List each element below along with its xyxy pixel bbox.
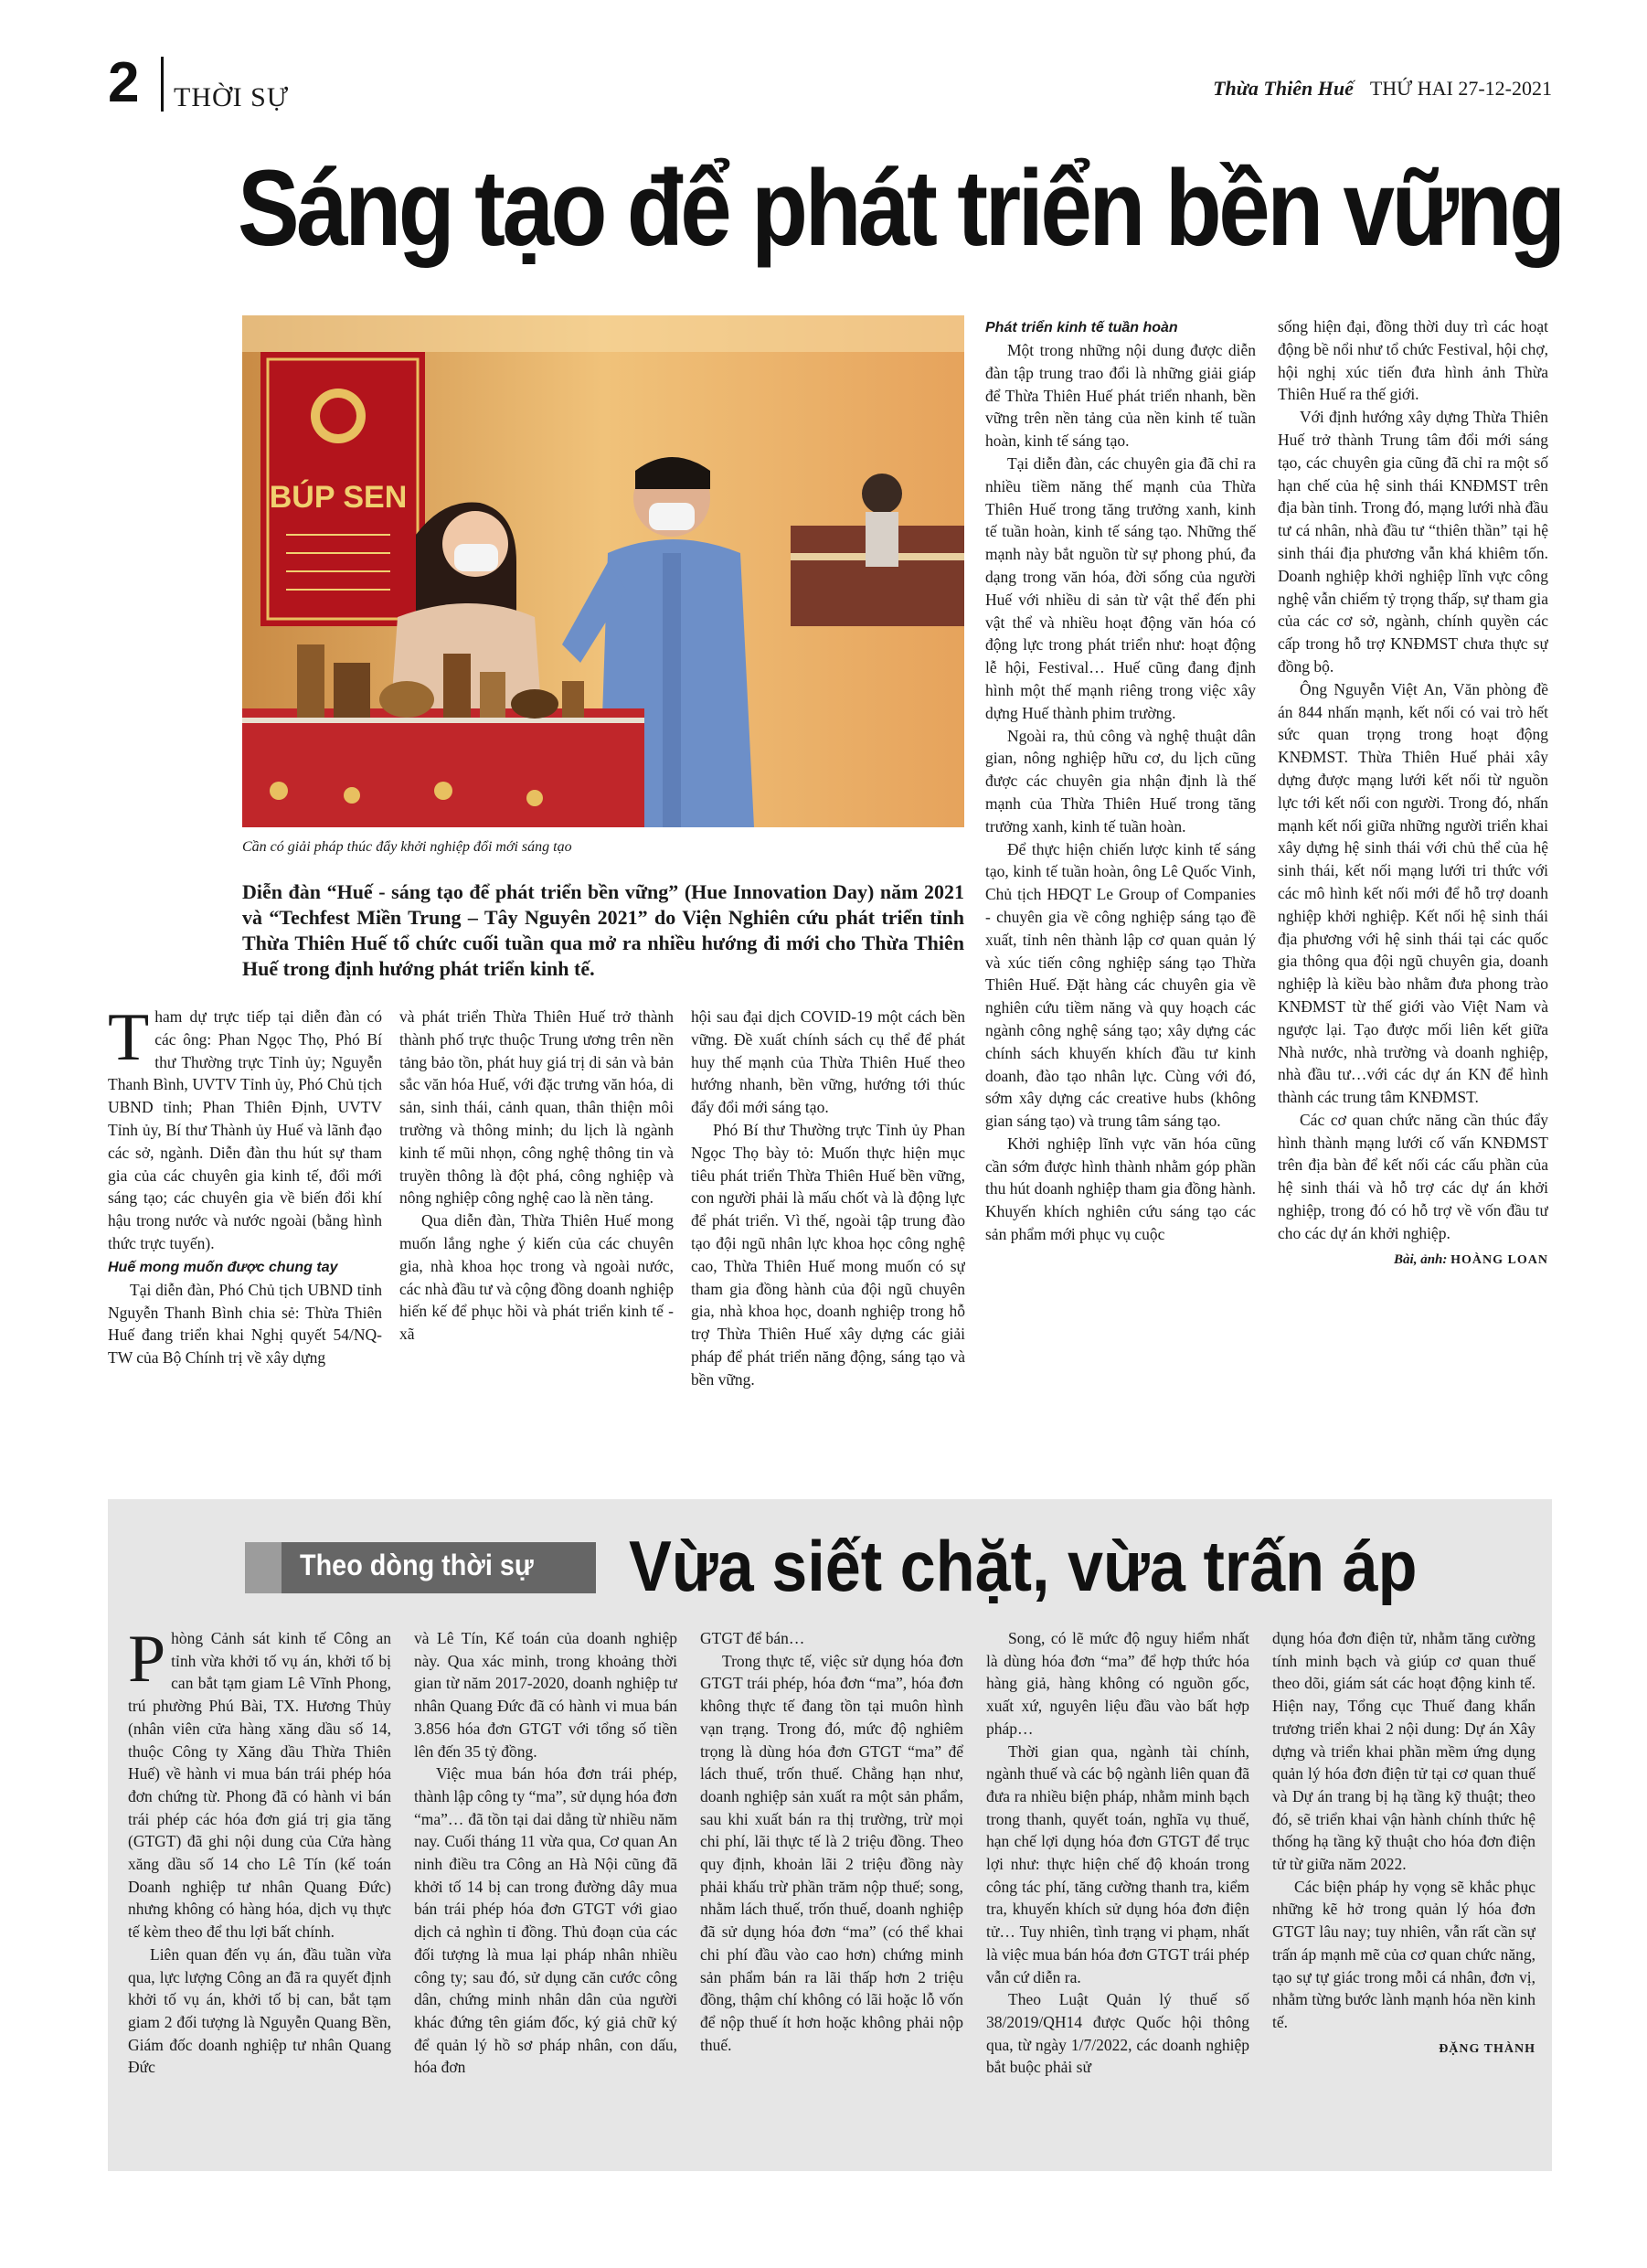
banner-text: BÚP SEN: [269, 480, 408, 515]
paragraph: Khởi nghiệp lĩnh vực văn hóa cũng cần sớm được hình thành nhằm góp phần thu hút doanh nghiệp tham gia đồng hành. Khuyến khích nghiên cứu sáng tạo các sản phẩm mới phục vụ cuộc: [985, 1134, 1256, 1244]
commentary-column-2: [414, 1627, 677, 2157]
paragraph: dụng hóa đơn điện tử, nhằm tăng cường tính minh bạch và giúp cơ quan thuế theo dõi, giám sát các hoạt động kinh tế. Hiện nay, Tổng cục Thuế đang khẩn trương triển khai 2 nội dung: Dự án Xây dựng và triển khai phần mềm ứng dụng quản lý hóa đơn điện tử tại cơ quan thuế và Dự án trang bị hạ tầng kỹ thuật; theo đó, sẽ triển khai vận hành chính thức hệ thống hạ tầng kỹ thuật cho hóa đơn điện tử từ giữa năm 2022.: [1272, 1629, 1535, 1874]
paragraph: Với định hướng xây dựng Thừa Thiên Huế trở thành Trung tâm đổi mới sáng tạo, các chuyên gia cũng đã chỉ ra một số hạn chế của hệ sinh thái KNĐMST trên địa bàn tỉnh. Trong đó, mạng lưới nhà đầu tư cá nhân, nhà đầu tư “thiên thần” tại hệ sinh thái địa phương vẫn khá khiêm tốn. Doanh nghiệp khởi nghiệp lĩnh vực công nghệ vẫn chiếm tỷ trọng thấp, sự tham gia của các cơ sở, ngành, chính quyền các cấp trong hỗ trợ KNĐMST chưa thực sự đồng bộ.: [1278, 408, 1548, 676]
commentary-column-3: [700, 1627, 963, 2157]
paragraph: Tham dự trực tiếp tại diễn đàn có các ông: Phan Ngọc Thọ, Phó Bí thư Thường trực Tỉnh ủy; Nguyễn Thanh Bình, UVTV Tỉnh ủy, Phó Chủ tịch UBND tỉnh; Phan Thiên Định, UVTV Tỉnh ủy, Bí thư Thành ủy Huế và lãnh đạo các sở, ngành. Diễn đàn thu hút sự tham gia của các chuyên gia kinh tế, đổi mới sáng tạo; các chuyên gia về biến đổi khí hậu trong nước và nước ngoài (bằng hình thức trực tuyến).: [108, 1006, 382, 1252]
article-column-2: [399, 1006, 674, 1463]
article-photo: [242, 315, 964, 827]
article-column-3: [691, 1006, 965, 1463]
paragraph: Việc mua bán hóa đơn trái phép, thành lập công ty “ma”, sử dụng hóa đơn “ma”… đã tồn tại dai dẳng từ nhiều năm nay. Cuối tháng 11 vừa qua, Cơ quan An ninh điều tra Công an Hà Nội cũng đã khởi tố 14 bị can trong đường dây mua bán trái phép hóa đơn GTGT với giao dịch cả nghìn tỉ đồng. Thủ đoạn của các đối tượng là mua lại pháp nhân nhiều công ty; sau đó, sử dụng căn cước công dân, chứng minh nhân dân của người khác đứng tên giám đốc, ký giả chữ ký để quản lý hồ sơ pháp nhân, con dấu, hóa đơn: [414, 1764, 677, 2077]
paragraph: và phát triển Thừa Thiên Huế trở thành thành phố trực thuộc Trung ương trên nền tảng bảo tồn, phát huy giá trị di sản và bản sắc văn hóa Huế, với đặc trưng văn hóa, di sản, sinh thái, cảnh quan, thân thiện môi trường và thông minh; du lịch là ngành kinh tế mũi nhọn, công nghệ thông tin và truyền thông là đột phá, công nghiệp và nông nghiệp công nghệ cao là nền tảng.: [399, 1007, 674, 1208]
paragraph: Ông Nguyễn Việt An, Văn phòng đề án 844 nhấn mạnh, kết nối có vai trò hết sức quan trọng trong hoạt động KNĐMST. Thừa Thiên Huế phải xây dựng được mạng lưới kết nối từ nguồn lực tới kết nối con người. Trong đó, nhấn mạnh kết nối giữa những người triển khai xây dựng hệ sinh thái với chủ thể của hệ sinh thái, kết nối mạng lưới tri thức với các mô hình kết nối mới để hỗ trợ doanh nghiệp khởi nghiệp. Kết nối hệ sinh thái địa phương với hệ sinh thái tại các quốc gia thông qua đội ngũ chuyên gia, doanh nghiệp là kiều bào nhằm đưa phong trào KNĐMST từ thế giới vào Việt Nam và ngược lại. Tạo được mối liên kết giữa Nhà nước, nhà trường và doanh nghiệp, nhà đầu tư…với các dự án KN để hình thành các trung tâm KNĐMST.: [1278, 679, 1548, 1107]
article-column-1: [108, 1006, 382, 1463]
subheading: Phát triển kinh tế tuần hoàn: [985, 320, 1178, 335]
drop-cap: P: [128, 1627, 166, 1697]
masthead: [1213, 77, 1552, 101]
article-headline: Sáng tạo để phát triển bền vững: [238, 148, 1563, 269]
paragraph: Để thực hiện chiến lược kinh tế sáng tạo, kinh tế tuần hoàn, ông Lê Quốc Vinh, Chủ tịch HĐQT Le Group of Companies - chuyên gia về công nghiệp sáng tạo đề xuất, tỉnh nên thành lập cơ quan quản lý và xúc tiến công nghiệp sáng tạo Thừa Thiên Huế. Đặt hàng các chuyên gia về nghiên cứu tiềm năng và quy hoạch các ngành công nghệ sáng tạo; xây dựng các chính sách khuyến khích đầu tư kinh doanh, đào tạo nhân lực. Cùng với đó, sớm xây dựng các creative hubs (không gian sáng tạo) và trung tâm sáng tạo.: [985, 839, 1256, 1131]
photo-illustration: [242, 315, 964, 827]
rubric-text: Theo dòng thời sự: [300, 1549, 534, 1581]
paragraph: Trong thực tế, việc sử dụng hóa đơn GTGT trái phép, hóa đơn “ma”, hóa đơn không thực tế đang tồn tại muôn hình vạn trạng. Trong đó, mức độ nghiêm trọng là dùng hóa đơn GTGT “ma” để lách thuế, trốn thuế. Chẳng hạn như, doanh nghiệp sản xuất ra một sản phẩm, sau khi xuất bán ra thị trường, trừ mọi chi phí, lãi thực tế là 2 triệu đồng. Theo quy định, khoản lãi 2 triệu đồng này phải khấu trừ phần trăm nộp thuế; song, nhằm lách thuế, trốn thuế, doanh nghiệp đã sử dụng hóa đơn “ma” (có thể khai chi phí đầu vào cao hơn) chứng minh sản phẩm bán ra lãi thấp hơn 2 triệu đồng, thậm chí không có lãi hoặc lỗ vốn để nộp thuế ít hơn hoặc không phải nộp thuế.: [700, 1651, 963, 2054]
article-column-5: [1278, 315, 1548, 1472]
paragraph: Thời gian qua, ngành tài chính, ngành thuế và các bộ ngành liên quan đã đưa ra nhiều biện pháp, nhằm minh bạch trong thanh, quyết toán, nghĩa vụ thuế, hạn chế lợi dụng hóa đơn GTGT để trục lợi như: thực hiện chế độ khoán trong công tác phí, tăng cường thanh tra, kiểm tra, khuyến khích sử dụng hóa đơn điện tử… Tuy nhiên, tình trạng vi phạm, nhất là việc mua bán hóa đơn GTGT trái phép vẫn cứ diễn ra.: [986, 1741, 1249, 1986]
paragraph: và Lê Tín, Kế toán của doanh nghiệp này. Qua xác minh, trong khoảng thời gian từ năm 2017-2020, doanh nghiệp tư nhân Quang Đức đã có hành vi mua bán 3.856 hóa đơn GTGT với tổng số tiền lên đến 35 tỷ đồng.: [414, 1629, 677, 1761]
paragraph: Phó Bí thư Thường trực Tỉnh ủy Phan Ngọc Thọ bày tỏ: Muốn thực hiện mục tiêu phát triển Thừa Thiên Huế bền vững, con người phải là mấu chốt và là động lực để phát triển. Vì thế, ngoài tập trung đào tạo đội ngũ nhân lực khoa học công nghệ cao, Thừa Thiên Huế mong muốn có sự tham gia đồng hành của đội ngũ chuyên gia, nhà khoa học, doanh nghiệp trong hỗ trợ Thừa Thiên Huế xây dựng các giải pháp để phát triển năng động, sáng tạo và bền vững.: [691, 1120, 965, 1389]
paragraph: Theo Luật Quản lý thuế số 38/2019/QH14 được Quốc hội thông qua, từ ngày 1/7/2022, các doanh nghiệp bắt buộc phải sử: [986, 1990, 1249, 2077]
paragraph: Song, có lẽ mức độ nguy hiểm nhất là dùng hóa đơn “ma” để hợp thức hóa hàng giả, hàng không có nguồn gốc, xuất xứ, nguyên liệu đầu vào bất hợp pháp…: [986, 1629, 1249, 1738]
paragraph: Qua diễn đàn, Thừa Thiên Huế mong muốn lắng nghe ý kiến của các chuyên gia, nhà khoa học trong và ngoài nước, các nhà đầu tư và cộng đồng doanh nghiệp hiến kế để phục hồi và phát triển kinh tế - xã: [399, 1211, 674, 1344]
article-column-4: [985, 315, 1256, 1472]
article-byline: Bài, ảnh: HOÀNG LOAN: [1394, 1251, 1548, 1267]
drop-cap: T: [108, 1006, 150, 1075]
section-name: THỜI SỰ: [174, 82, 290, 112]
page-number: 2: [108, 51, 140, 114]
commentary-column-5: [1272, 1627, 1535, 2157]
subheading: Huế mong muốn được chung tay: [108, 1259, 338, 1275]
photo-caption: Cần có giải pháp thúc đẩy khởi nghiệp đổi mới sáng tạo: [242, 839, 572, 855]
page-header: [108, 51, 1552, 115]
rubric-accent-bar: [245, 1542, 282, 1593]
header-divider: [161, 57, 164, 112]
paper-name: Thừa Thiên Huế: [1213, 77, 1354, 100]
paragraph: Các biện pháp hy vọng sẽ khắc phục những kẽ hở trong quản lý hóa đơn GTGT lâu nay; tuy nhiên, vẫn rất cần sự trấn áp mạnh mẽ của cơ quan chức năng, tạo sự tự giác trong mỗi cá nhân, đơn vị, nhằm từng bước lành mạnh hóa nền kinh tế.: [1272, 1877, 1535, 2031]
paragraph: Liên quan đến vụ án, đầu tuần vừa qua, lực lượng Công an đã ra quyết định khởi tố vụ án, khởi tố bị can, bắt tạm giam 2 đối tượng là Nguyễn Quang Bền, Giám đốc doanh nghiệp tư nhân Quang Đức: [128, 1944, 391, 2077]
rubric-label: [245, 1542, 596, 1593]
commentary-box: [108, 1499, 1552, 2171]
commentary-byline: ĐẶNG THÀNH: [1439, 2041, 1535, 2056]
issue-date: THỨ HAI 27-12-2021: [1369, 77, 1552, 100]
article-lead: Diễn đàn “Huế - sáng tạo để phát triển bền vững” (Hue Innovation Day) năm 2021 và “Techfest Miền Trung – Tây Nguyên 2021” do Viện Nghiên cứu phát triển tỉnh Thừa Thiên Huế tổ chức cuối tuần qua mở ra nhiều hướng đi mới cho Thừa Thiên Huế trong định hướng phát triển kinh tế.: [242, 880, 964, 980]
paragraph: Các cơ quan chức năng cần thúc đẩy hình thành mạng lưới cố vấn KNĐMST trên địa bàn để kết nối các cấu phần của hệ sinh thái và hỗ trợ các dự án khởi nghiệp, trong đó có hỗ trợ về vốn đầu tư cho các dự án khởi nghiệp.: [1278, 1110, 1548, 1242]
commentary-headline: Vừa siết chặt, vừa trấn áp: [629, 1526, 1418, 1606]
paragraph: Tại diễn đàn, các chuyên gia đã chỉ ra nhiều tiềm năng thế mạnh của Thừa Thiên Huế trong tăng trưởng xanh, kinh tế tuần hoàn, kinh tế sáng tạo. Những thế mạnh này bắt nguồn từ sự phong phú, đa dạng trong văn hóa, đời sống của người Huế với nhiều di sản từ vật thể đến phi vật thể và nhiều hoạt động văn hóa có động lực trong phát triển như: hoạt động lễ hội, Festival… Huế cũng đang định hình một thế mạnh riêng trong việc xây dựng Huế thành phim trường.: [985, 453, 1256, 722]
paragraph: Phòng Cảnh sát kinh tế Công an tỉnh vừa khởi tố vụ án, khởi tố bị can bắt tạm giam Lê Vĩnh Phong, trú phường Phú Bài, TX. Hương Thủy (nhân viên cửa hàng xăng dầu số 14, thuộc Công ty Xăng dầu Thừa Thiên Huế) về hành vi mua bán trái phép hóa đơn chứng từ. Phong đã có hành vi bán trái phép các hóa đơn giá trị gia tăng (GTGT) đã ghi nội dung của Cửa hàng xăng dầu số 14 cho Lê Tín (kế toán Doanh nghiệp tư nhân Quang Đức) nhưng không có hàng hóa, dịch vụ thực tế kèm theo để thu lợi bất chính.: [128, 1627, 391, 1942]
paragraph: GTGT để bán…: [700, 1629, 805, 1647]
commentary-column-4: [986, 1627, 1249, 2157]
commentary-column-1: [128, 1627, 391, 2157]
paragraph: Một trong những nội dung được diễn đàn tập trung trao đổi là những giải giáp để Thừa Thiên Huế phát triển nhanh, bền vững trên nền tảng của nền kinh tế tuần hoàn, kinh tế sáng tạo.: [985, 341, 1256, 451]
paragraph: Tại diễn đàn, Phó Chủ tịch UBND tỉnh Nguyễn Thanh Bình chia sẻ: Thừa Thiên Huế đang triển khai Nghị quyết 54/NQ-TW của Bộ Chính trị về xây dựng: [108, 1280, 382, 1368]
paragraph: hội sau đại dịch COVID-19 một cách bền vững. Đề xuất chính sách cụ thể để phát huy thế mạnh của Thừa Thiên Huế theo hướng nhanh, bền vững, hướng tới thúc đẩy đổi mới sáng tạo.: [691, 1007, 965, 1117]
paragraph: sống hiện đại, đồng thời duy trì các hoạt động bề nổi như tổ chức Festival, hội chợ, hội nghị xúc tiến đưa hình ảnh Thừa Thiên Huế ra thế giới.: [1278, 317, 1548, 404]
paragraph: Ngoài ra, thủ công và nghệ thuật dân gian, nông nghiệp hữu cơ, du lịch cũng được các chuyên gia nhận định là thế mạnh của Thừa Thiên Huế trong tăng trưởng xanh, kinh tế tuần hoàn.: [985, 726, 1256, 836]
